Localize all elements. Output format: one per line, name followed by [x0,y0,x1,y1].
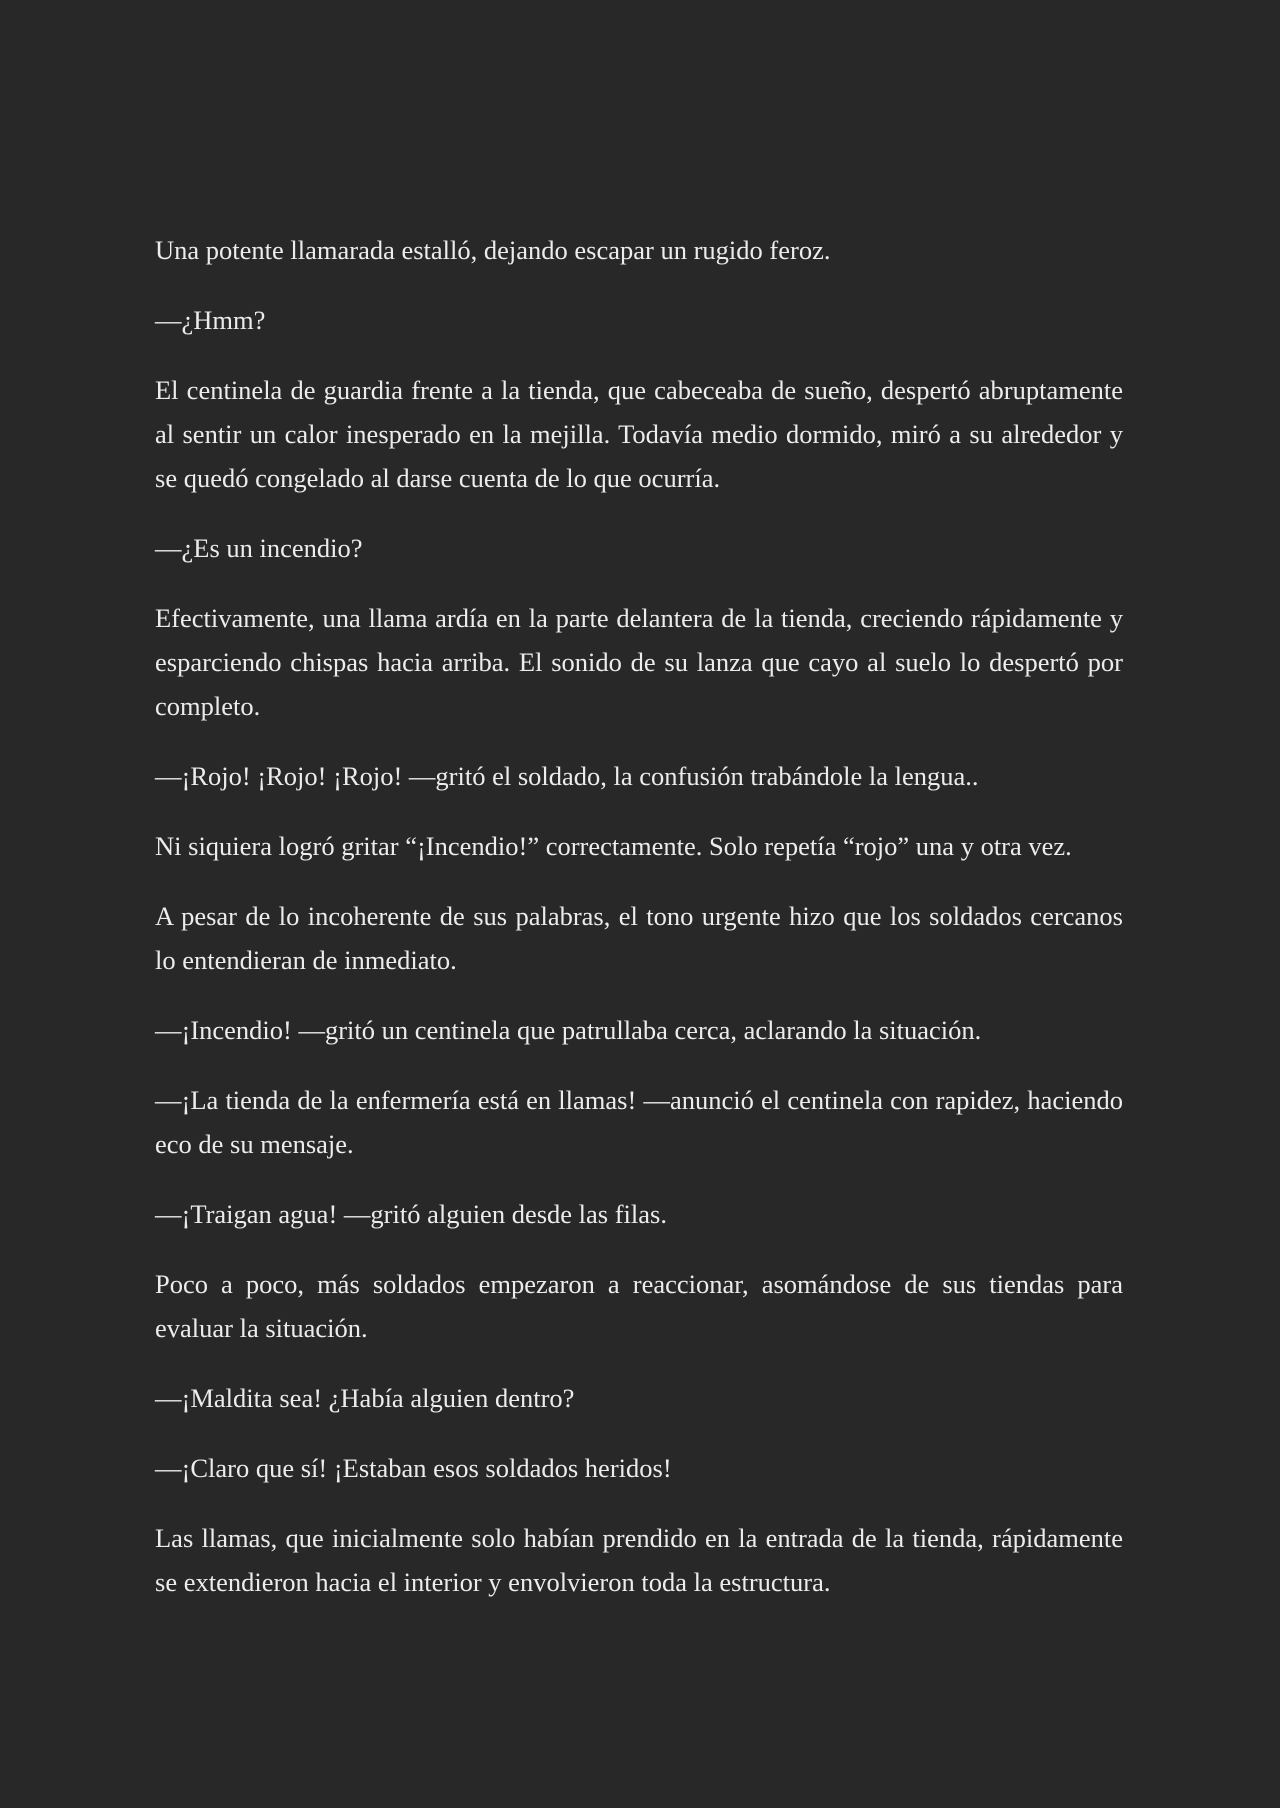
paragraph: El centinela de guardia frente a la tienda, que cabeceaba de sueño, despertó abruptamente al sentir un calor inesperado en la mejilla. Todavía medio dormido, miró a su alrededor y se quedó congelado al darse cuenta de lo que ocurría. [155,375,1123,493]
paragraph: —¡Incendio! —gritó un centinela que patrullaba cerca, aclarando la situación. [155,1015,982,1045]
paragraph: Las llamas, que inicialmente solo habían prendido en la entrada de la tienda, rápidamente se extendieron hacia el interior y envolvieron toda la estructura. [155,1523,1123,1597]
paragraph: —¡Claro que sí! ¡Estaban esos soldados heridos! [155,1453,672,1483]
paragraph: Efectivamente, una llama ardía en la parte delantera de la tienda, creciendo rápidamente y esparciendo chispas hacia arriba. El sonido de su lanza que cayo al suelo lo despertó por completo. [155,603,1123,721]
paragraph: Poco a poco, más soldados empezaron a reaccionar, asomándose de sus tiendas para evaluar la situación. [155,1269,1123,1343]
paragraph: A pesar de lo incoherente de sus palabras, el tono urgente hizo que los soldados cercanos lo entendieran de inmediato. [155,901,1123,975]
paragraph: —¡La tienda de la enfermería está en llamas! —anunció el centinela con rapidez, haciendo eco de su mensaje. [155,1085,1123,1159]
paragraph: —¿Hmm? [155,305,266,335]
paragraph: —¡Maldita sea! ¿Había alguien dentro? [155,1383,575,1413]
paragraph: —¡Traigan agua! —gritó alguien desde las filas. [155,1199,667,1229]
document-body [155,228,1123,1630]
paragraph: —¿Es un incendio? [155,533,363,563]
paragraph: Una potente llamarada estalló, dejando escapar un rugido feroz. [155,235,831,265]
paragraph: —¡Rojo! ¡Rojo! ¡Rojo! —gritó el soldado, la confusión trabándole la lengua.. [155,761,979,791]
paragraph: Ni siquiera logró gritar “¡Incendio!” correctamente. Solo repetía “rojo” una y otra vez. [155,831,1072,861]
